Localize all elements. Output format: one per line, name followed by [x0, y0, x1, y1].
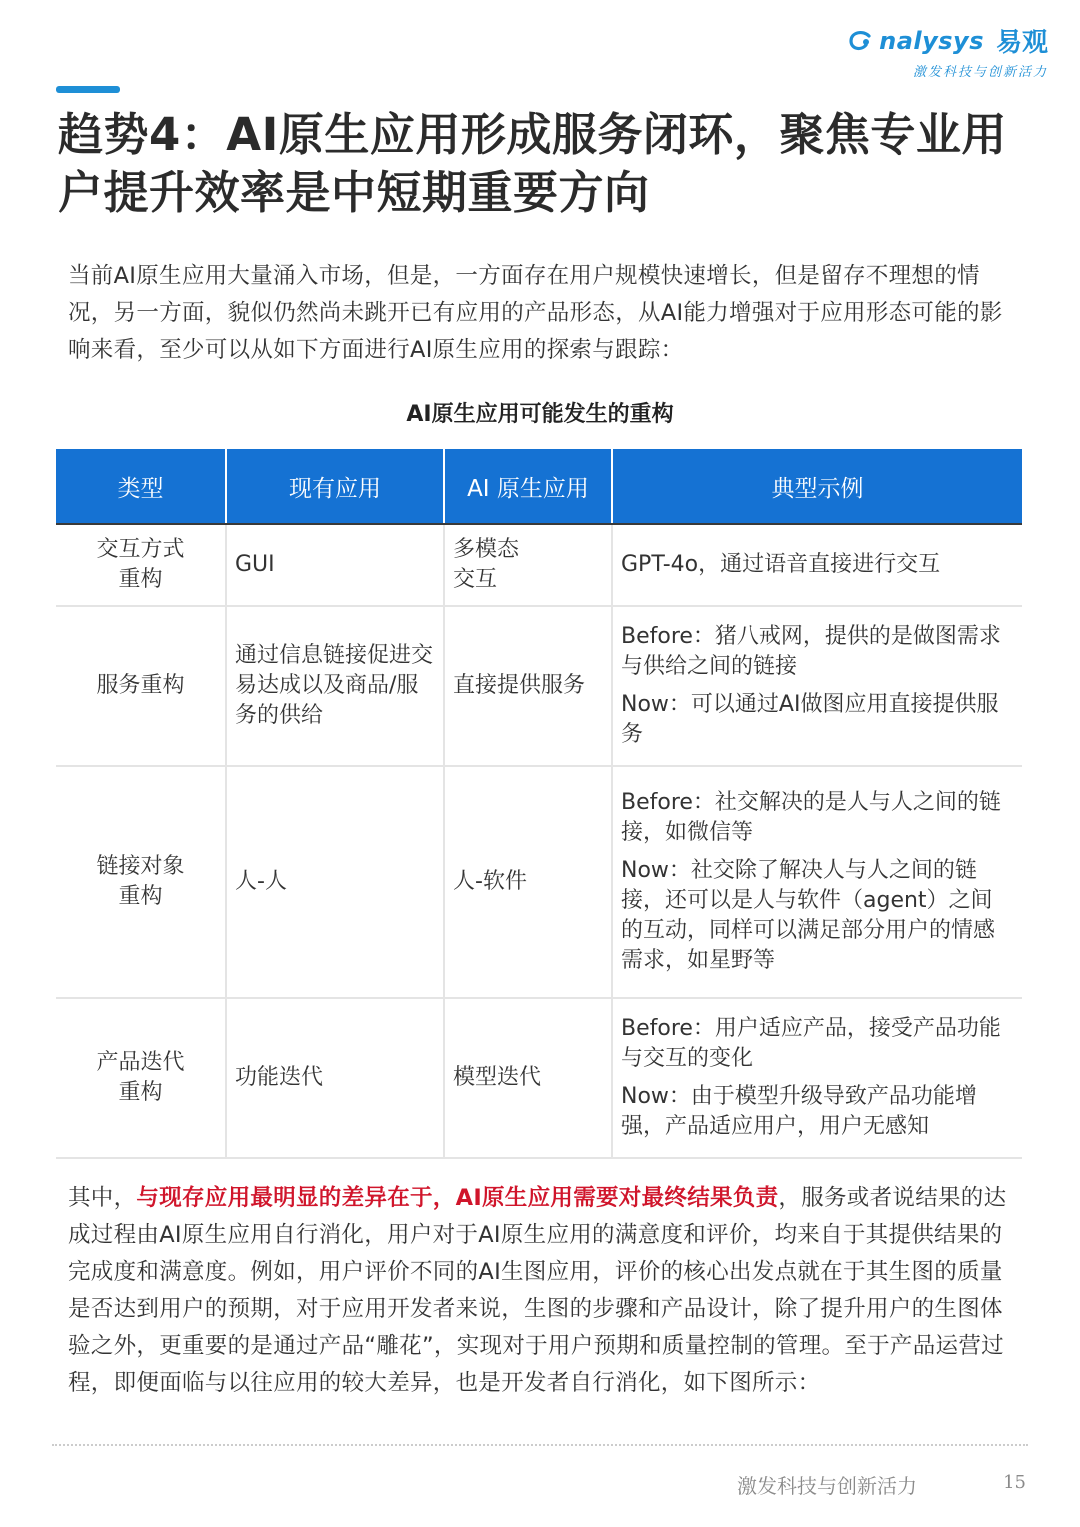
page-title: 趋势4：AI原生应用形成服务闭环，聚焦专业用户提升效率是中短期重要方向 — [58, 108, 1007, 219]
existing-cell: GUI — [226, 524, 444, 606]
footer-divider — [52, 1444, 1028, 1446]
body-rest: ，服务或者说结果的达成过程由AI原生应用自行消化，用户对于AI原生应用的满意度和评价，均来自于其提供结果的完成度和满意度。例如，用户评价不同的AI生图应用，评价的核心出发点就在于其生图的质量是否达到用户的预期，对于应用开发者来说，生图的步骤和产品设计，除了提升用户的生图体验之外，更重要的是通过产品“雕花”，实现对于用户预期和质量控制的管理。至于产品运营过程，即便面临与以往应用的较大差异，也是开发者自行消化，如下图所示： — [68, 1185, 1007, 1396]
example-text: GPT-4o，通过语音直接进行交互 — [621, 552, 941, 577]
ai-native-cell: 模型迭代 — [444, 998, 612, 1158]
reconstruction-table — [56, 449, 1022, 1159]
body-highlight: 与现存应用最明显的差异在于，AI原生应用需要对最终结果负责 — [136, 1185, 779, 1211]
brand-name: nalysys — [879, 26, 984, 55]
table-caption: AI原生应用可能发生的重构 — [406, 402, 674, 427]
existing-cell: 功能迭代 — [226, 998, 444, 1158]
brand-logo — [847, 22, 1048, 80]
examples-cell — [612, 998, 1022, 1158]
existing-cell: 通过信息链接促进交易达成以及商品/服务的供给 — [226, 606, 444, 766]
row-type-cell — [56, 524, 226, 606]
ai-native-cell: 人-软件 — [444, 766, 612, 998]
table-row — [56, 606, 1022, 766]
header-examples: 典型示例 — [612, 449, 1022, 524]
row-type-cell — [56, 766, 226, 998]
row-type-cell — [56, 998, 226, 1158]
header-ai-native-app: AI 原生应用 — [444, 449, 612, 524]
example-now: Now：社交除了解决人与人之间的链接，还可以是人与软件（agent）之间的互动，同样可以满足部分用户的情感需求，如星野等 — [621, 858, 996, 973]
footer-slogan: 激发科技与创新活力 — [737, 1474, 917, 1498]
brand-cn-name: 易观 — [995, 28, 1048, 58]
header-existing-app: 现有应用 — [226, 449, 444, 524]
example-before: Before：猪八戒网，提供的是做图需求与供给之间的链接 — [621, 624, 1001, 679]
body-prefix: 其中， — [68, 1185, 137, 1211]
example-before: Before：用户适应产品，接受产品功能与交互的变化 — [621, 1016, 1001, 1071]
title-accent-bar — [56, 86, 120, 93]
table-header-row — [56, 449, 1022, 524]
body-paragraph — [68, 1180, 1014, 1402]
ai-native-text: 多模态 交互 — [453, 537, 520, 592]
table-row — [56, 766, 1022, 998]
examples-cell — [612, 606, 1022, 766]
example-now: Now：由于模型升级导致产品功能增强，产品适应用户，用户无感知 — [621, 1084, 977, 1139]
page-number: 15 — [1003, 1472, 1026, 1493]
examples-cell — [612, 766, 1022, 998]
existing-cell: 人-人 — [226, 766, 444, 998]
example-before: Before：社交解决的是人与人之间的链接，如微信等 — [621, 790, 1001, 845]
table-row — [56, 998, 1022, 1158]
examples-cell — [612, 524, 1022, 606]
row-type-cell: 服务重构 — [56, 606, 226, 766]
header-type: 类型 — [56, 449, 226, 524]
type-line: 交互方式 重构 — [96, 537, 185, 592]
example-now: Now：可以通过AI做图应用直接提供服务 — [621, 692, 999, 747]
table-row — [56, 524, 1022, 606]
ai-native-cell — [444, 524, 612, 606]
analysys-swirl-icon — [847, 28, 873, 54]
ai-native-cell: 直接提供服务 — [444, 606, 612, 766]
logo-main — [847, 22, 1048, 59]
brand-slogan: 激发科技与创新活力 — [912, 65, 1048, 80]
intro-paragraph: 当前AI原生应用大量涌入市场，但是，一方面存在用户规模快速增长，但是留存不理想的情况，另一方面，貌似仍然尚未跳开已有应用的产品形态，从AI能力增强对于应用形态可能的影响来看，至少可以从如下方面进行AI原生应用的探索与跟踪： — [68, 263, 1003, 363]
type-line: 链接对象 重构 — [96, 854, 185, 909]
type-line: 产品迭代 重构 — [96, 1050, 185, 1105]
